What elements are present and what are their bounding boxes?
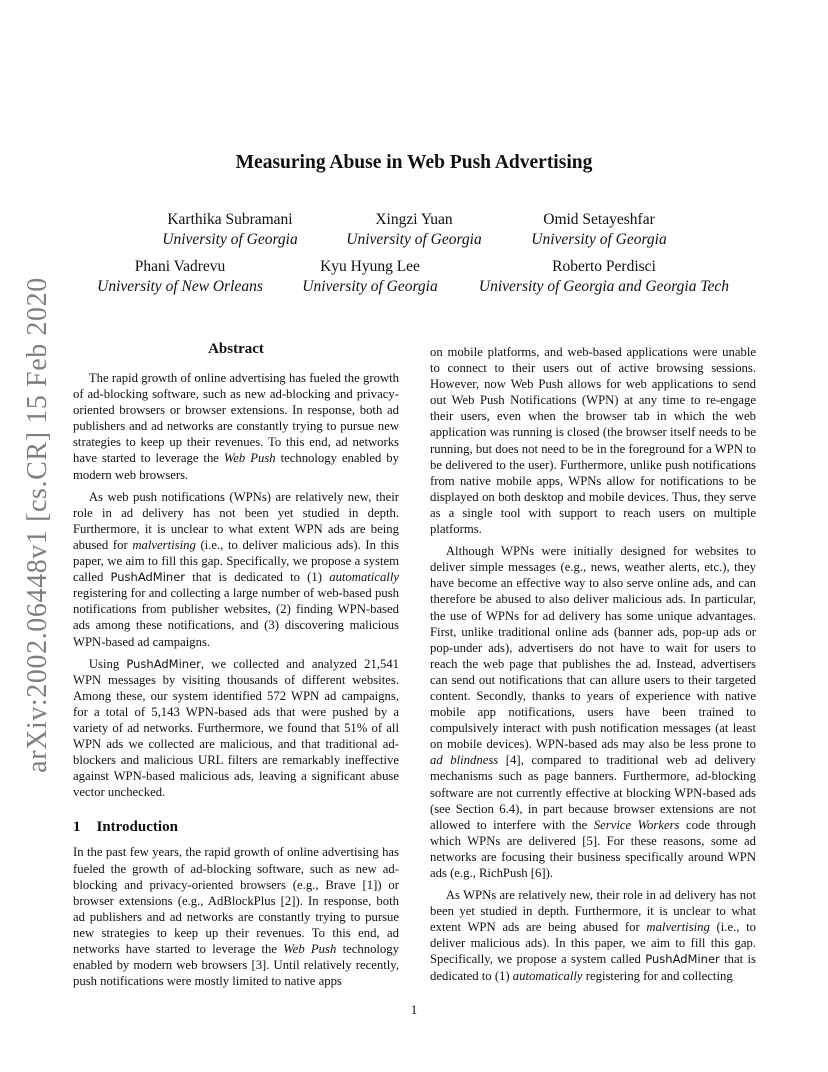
arxiv-identifier-stamp xyxy=(18,277,58,773)
section-number: 1 xyxy=(73,819,81,836)
right-column xyxy=(430,344,756,990)
abstract-heading: Abstract xyxy=(208,341,264,357)
author-affiliation: University of Georgia xyxy=(162,230,298,248)
author-block xyxy=(140,210,320,249)
left-column xyxy=(73,340,399,995)
author-block xyxy=(509,210,689,249)
abstract-paragraph: Using PushAdMiner, we collected and analyzed 21,541 WPN messages by visiting thousands of different websites. Among these, our system identified 572 WPN ad campaigns, for a total of 5,143 WPN-based ads that were pushed by a variety of ad networks. Furthermore, we found that 51% of all WPN ads we collected are malicious, and that traditional ad-blockers and malicious URL filters are remarkably ineffective against WPN-based malicious ads, leaving a significant abuse vector unchecked. xyxy=(73,656,400,800)
paper-title: Measuring Abuse in Web Push Advertising xyxy=(235,152,593,173)
author-name: Karthika Subramani xyxy=(167,211,293,228)
author-affiliation: University of Georgia xyxy=(531,230,667,248)
author-block xyxy=(290,257,450,296)
body-paragraph: on mobile platforms, and web-based applications were unable to connect to their users out of active browsing sessions. However, now Web Push allows for web applications to send out Web Push Notifications (WPN) at any time to re-engage their users, even when the browser tab in which the web application was running is closed (the browser itself needs to be running, but does not need to be in the foreground for a WPN to be delivered to the user). Furthermore, unlike push notifications from native mobile apps, WPNs allow for notifications to be displayed on both desktop and mobile devices. Thus, they serve as a single tool with support to reach users on multiple platforms. xyxy=(430,345,756,537)
body-paragraph: In the past few years, the rapid growth of online advertising has fueled the growth of ad-blocking software, such as new ad-blocking and privacy-oriented browsers (e.g., Brave [1]) or browser extensions (e.g., AdBlockPlus [2]). In response, both ad publishers and ad networks are constantly trying to pursue new strategies to keep up their revenues. To this end, ad networks have started to leverage the Web Push technology enabled by modern web browsers [3]. Until relatively recently, push notifications were mostly limited to native apps xyxy=(73,845,399,989)
author-block xyxy=(466,257,742,296)
section-heading-introduction xyxy=(73,818,399,836)
arxiv-identifier: arXiv:2002.06448v1 [cs.CR] 15 Feb 2020 xyxy=(22,277,53,773)
author-affiliation: University of Georgia and Georgia Tech xyxy=(478,277,730,295)
author-block xyxy=(80,257,280,296)
abstract-paragraph: As web push notifications (WPNs) are relatively new, their role in ad delivery has not been yet studied in depth. Furthermore, it is unclear to what extent WPN ads are being abused for malvertising (i.e., to deliver malicious ads). In this paper, we aim to fill this gap. Specifically, we propose a system called PushAdMiner that is dedicated to (1) automatically registering for and collecting a large number of web-based push notifications from publisher websites, (2) finding WPN-based ads among these notifications, and (3) discovering malicious WPN-based ad campaigns. xyxy=(73,489,399,649)
author-name: Kyu Hyung Lee xyxy=(320,258,420,275)
section-title: Introduction xyxy=(96,819,178,836)
page-number: 1 xyxy=(410,1002,418,1017)
system-name: PushAdMiner xyxy=(110,570,186,585)
author-name: Roberto Perdisci xyxy=(552,258,656,275)
author-name: Omid Setayeshfar xyxy=(543,211,655,228)
author-affiliation: University of Georgia xyxy=(346,230,482,248)
author-affiliation: University of Georgia xyxy=(302,277,438,295)
body-paragraph: As WPNs are relatively new, their role in ad delivery has not been yet studied in depth. Furthermore, it is unclear to what extent WPN ads are being abused for malvertising (i.e., to deliver malicious ads). In this paper, we aim to fill this gap. Specifically, we propose a system called PushAdMiner that is dedicated to (1) automatically registering for and collecting xyxy=(430,888,756,983)
author-block xyxy=(324,210,504,249)
system-name: PushAdMiner xyxy=(645,952,720,967)
system-name: PushAdMiner xyxy=(126,656,201,671)
author-affiliation: University of New Orleans xyxy=(97,277,263,295)
abstract-paragraph: The rapid growth of online advertising has fueled the growth of ad-blocking software, such as new ad-blocking and privacy-oriented browsers or browser extensions. In response, both ad publishers and ad networks are constantly trying to pursue new strategies to keep up their revenues. To this end, ad networks have started to leverage the Web Push technology enabled by modern web browsers. xyxy=(73,371,399,482)
author-name: Xingzi Yuan xyxy=(375,211,453,228)
body-paragraph: Although WPNs were initially designed for websites to deliver simple messages (e.g., news, weather alerts, etc.), they have become an effective way to also serve online ads, and can therefore be abused to also deliver malicious ads. In particular, the use of WPNs for ad delivery has some unique advantages. First, unlike traditional online ads (banner ads, pop-up ads or pop-under ads), advertisers do not have to wait for users to reach the web page that publishes the ad. Instead, advertisers can send out notifications that can allure users to their targeted content. Secondly, thanks to years of experience with native mobile app notifications, users have been trained to compulsively interact with push notification messages (at least on mobile devices). WPN-based ads may also be less prone to ad blindness [4], compared to traditional web ad delivery mechanisms such as page banners. Furthermore, ad-blocking software are not currently effective at blocking WPN-based ads (see Section 6.4), in part because browser extensions are not allowed to interfere with the Service Workers code through which WPNs are delivered [5]. For these reasons, some ad networks are focusing their business specifically around WPN ads (e.g., RichPush [6]). xyxy=(430,544,756,880)
author-name: Phani Vadrevu xyxy=(134,258,226,275)
